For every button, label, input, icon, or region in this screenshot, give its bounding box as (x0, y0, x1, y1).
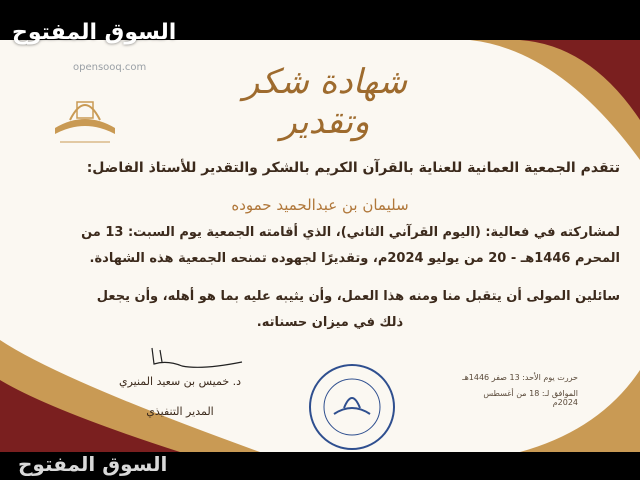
certificate-intro: تتقدم الجمعية العمانية للعناية بالقرآن الكريم بالشكر والتقدير للأستاذ الفاضل: (86, 160, 620, 176)
certificate-prayer-line-1: سائلين المولى أن يتقبل منا ومنه هذا العمل، وأن يثيبه عليه بما هو أهله، وأن يجعل (96, 289, 620, 304)
hijri-date: حررت يوم الأحد: 13 صفر 1446هـ (462, 373, 578, 382)
executive-signature (112, 340, 262, 376)
certificate-title: شهادة شكر وتقدير (242, 62, 408, 142)
recipient-name: سليمان بن عبدالحميد حموده (231, 196, 409, 214)
association-logo (50, 80, 120, 150)
signatory-name: د. خميس بن سعيد المنيري (118, 375, 242, 388)
certificate-body-line-2: المحرم 1446هـ - 20 من يوليو 2024م، وتقديرًا لجهوده تمنحه الجمعية هذه الشهادة. (89, 251, 620, 266)
gregorian-date: الموافق لـ: 18 من أغسطس 2024م (483, 389, 578, 407)
official-seal (302, 362, 402, 452)
watermark-url: opensooq.com (73, 62, 147, 73)
certificate-body-line-1: لمشاركته في فعالية: (اليوم القرآني الثاني)، الذي أقامته الجمعية يوم السبت: 13 من (81, 225, 620, 240)
corner-swoosh-bottom-right (520, 370, 640, 452)
certificate-prayer-line-2: ذلك في ميزان حسناته. (256, 315, 404, 330)
signatory-role: المدير التنفيذي (146, 405, 214, 418)
watermark-top: السوق المفتوح (12, 20, 177, 45)
watermark-bottom: السوق المفتوح (18, 452, 168, 476)
